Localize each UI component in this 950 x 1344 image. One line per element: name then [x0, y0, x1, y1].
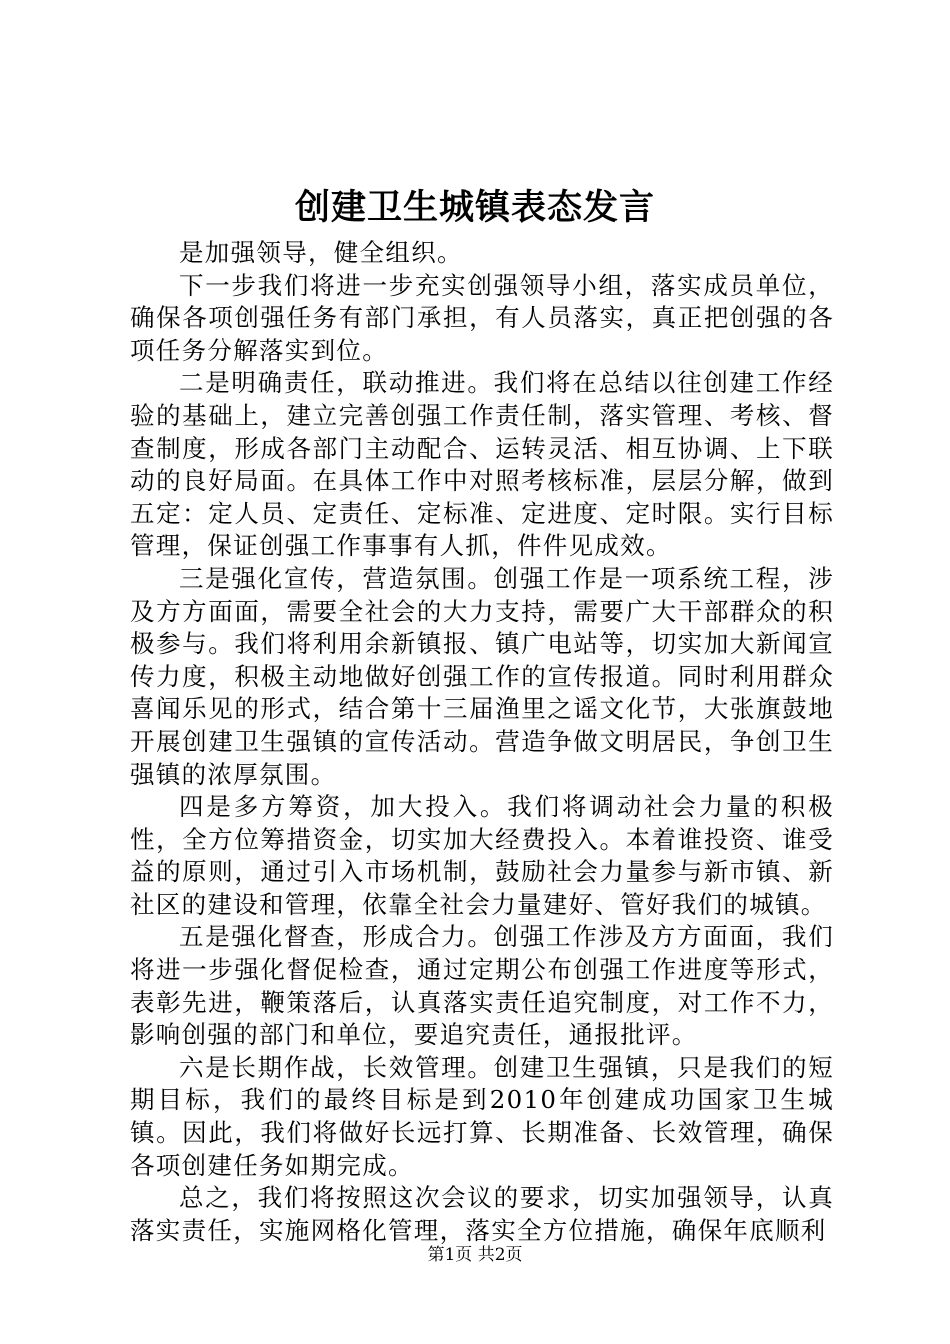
paragraph: 下一步我们将进一步充实创强领导小组，落实成员单位，确保各项创强任务有部门承担，有人员落实，真正把创强的各项任务分解落实到位。: [130, 270, 834, 365]
document-title: 创建卫生城镇表态发言: [294, 187, 655, 228]
page-number-footer: 第1页 共2页: [427, 1245, 523, 1265]
paragraph: 六是长期作战，长效管理。创建卫生强镇，只是我们的短期目标，我们的最终目标是到2010年创建成功国家卫生城镇。因此，我们将做好长远打算、长期准备、长效管理，确保各项创建任务如期完成。: [130, 1052, 834, 1180]
paragraph: 是加强领导，健全组织。: [179, 238, 463, 267]
paragraph: 总之，我们将按照这次会议的要求，切实加强领导，认真落实责任，实施网格化管理，落实全方位措施，确保年底顺利: [130, 1183, 834, 1245]
paragraph: 二是明确责任，联动推进。我们将在总结以往创建工作经验的基础上，建立完善创强工作责任制，落实管理、考核、督查制度，形成各部门主动配合、运转灵活、相互协调、上下联动的良好局面。在具体工作中对照考核标准，层层分解，做到五定：定人员、定责任、定标准、定进度、定时限。实行目标管理，保证创强工作事事有人抓，件件见成效。: [130, 368, 834, 561]
paragraph: 五是强化督查，形成合力。创强工作涉及方方面面，我们将进一步强化督促检查，通过定期公布创强工作进度等形式，表彰先进，鞭策落后，认真落实责任追究制度，对工作不力，影响创强的部门和单位，要追究责任，通报批评。: [130, 922, 834, 1050]
paragraph: 三是强化宣传，营造氛围。创强工作是一项系统工程，涉及方方面面，需要全社会的大力支持，需要广大干部群众的积极参与。我们将利用余新镇报、镇广电站等，切实加大新闻宣传力度，积极主动地做好创强工作的宣传报道。同时利用群众喜闻乐见的形式，结合第十三届渔里之谣文化节，大张旗鼓地开展创建卫生强镇的宣传活动。营造争做文明居民，争创卫生强镇的浓厚氛围。: [130, 563, 834, 789]
paragraph: 四是多方筹资，加大投入。我们将调动社会力量的积极性，全方位筹措资金，切实加大经费投入。本着谁投资、谁受益的原则，通过引入市场机制，鼓励社会力量参与新市镇、新社区的建设和管理，依靠全社会力量建好、管好我们的城镇。: [130, 792, 834, 919]
document-body: [130, 237, 834, 1247]
